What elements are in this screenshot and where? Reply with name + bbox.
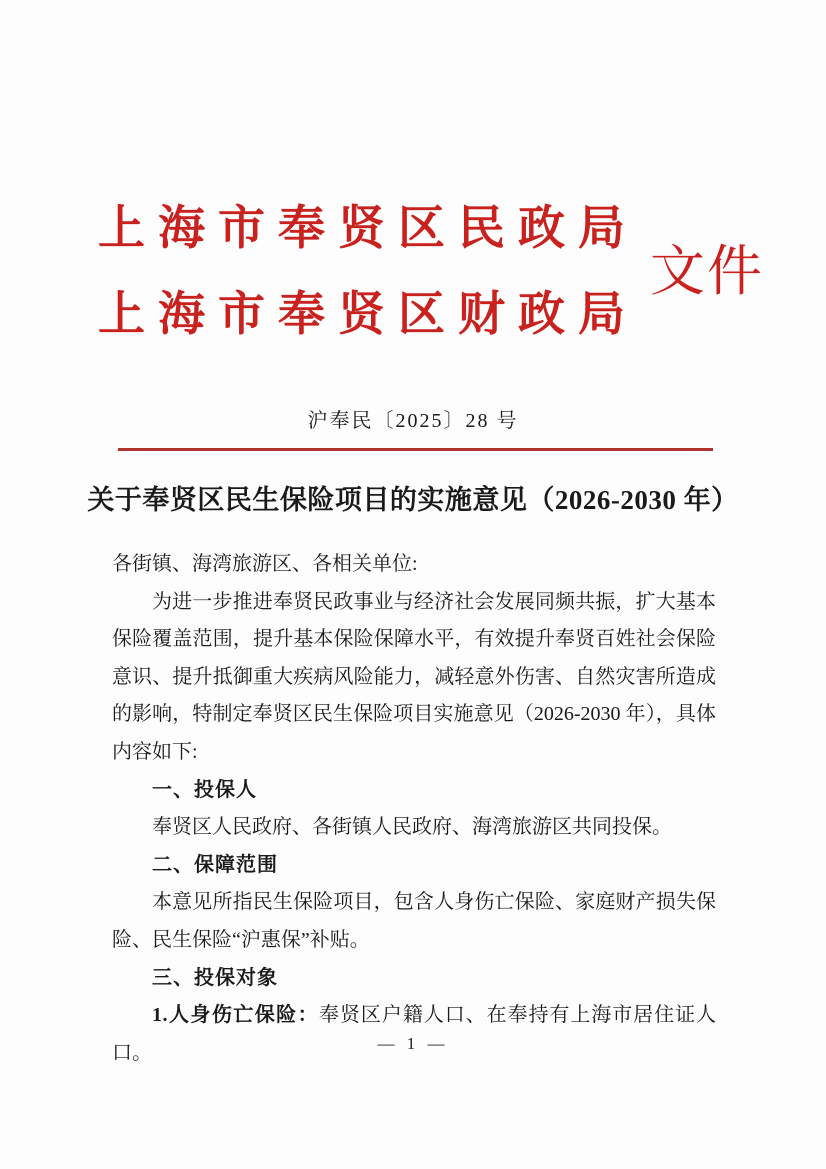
body-paragraph: 为进一步推进奉贤民政事业与经济社会发展同频共振，扩大基本保险覆盖范围，提升基本保险保障水平，有效提升奉贤百姓社会保险意识、提升抵御重大疾病风险能力，减轻意外伤害、自然灾害所造成的影响，特制定奉贤区民生保险项目实施意见（2026-2030 年），具体内容如下: (112, 590, 716, 763)
body-paragraph: 1.人身伤亡保险：奉贤区户籍人口、在奉持有上海市居住证人口。 (112, 1004, 717, 1064)
org-name-line2: 上海市奉贤区财政局 (98, 289, 638, 341)
page-number: — 1 — (377, 1034, 449, 1053)
section-heading: 三、投保对象 (152, 966, 278, 989)
body-paragraph: 本意见所指民生保险项目，包含人身伤亡保险、家庭财产损失保险、民生保险“沪惠保”补贴。 (112, 891, 716, 951)
doc-number: 沪奉民〔2025〕28 号 (307, 410, 519, 432)
red-divider-line (118, 448, 713, 451)
doc-type-label: 文件 (650, 241, 765, 302)
body-paragraph: 奉贤区人民政府、各街镇人民政府、海湾旅游区共同投保。 (152, 816, 672, 839)
document-body (112, 546, 716, 1072)
paragraph-lead-bold: 1.人身伤亡保险： (152, 1004, 320, 1027)
document-title: 关于奉贤区民生保险项目的实施意见（2026-2030 年） (87, 485, 739, 515)
section-heading: 二、保障范围 (152, 853, 278, 876)
body-paragraph: 各街镇、海湾旅游区、各相关单位: (112, 553, 418, 575)
org-name-line1: 上海市奉贤区民政局 (98, 203, 638, 255)
section-heading: 一、投保人 (152, 778, 257, 801)
